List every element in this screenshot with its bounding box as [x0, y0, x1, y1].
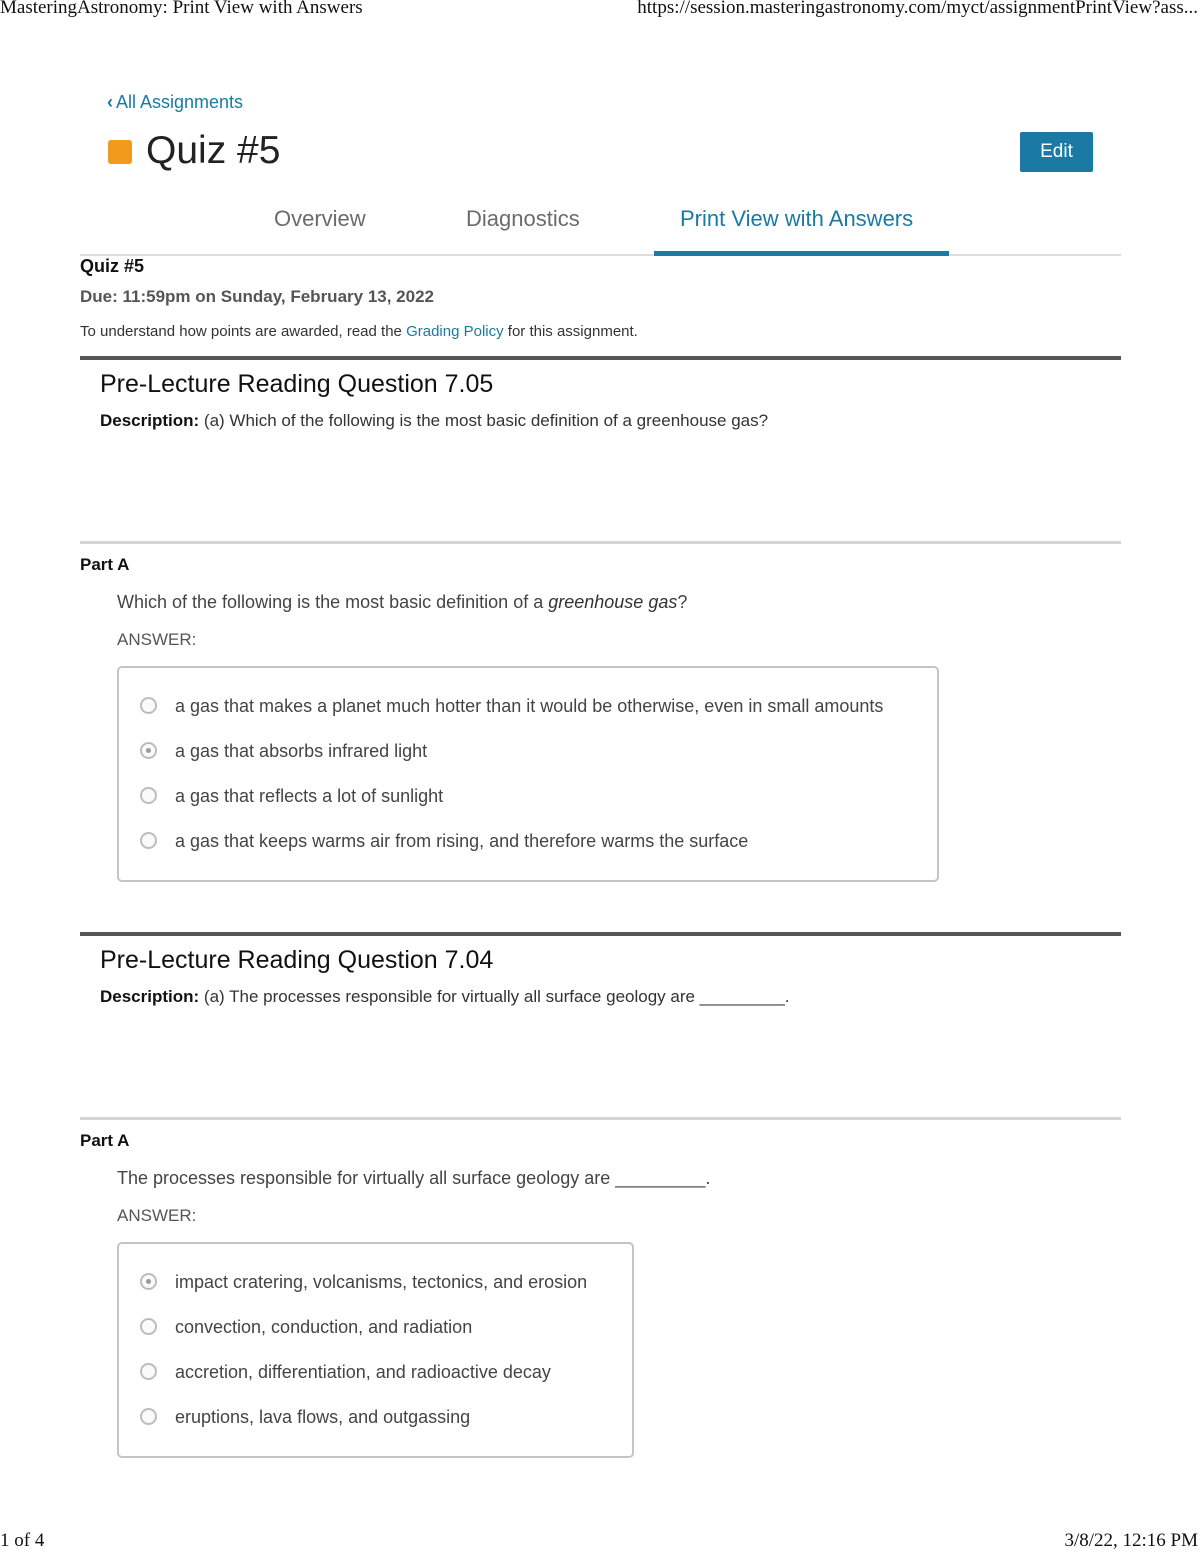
all-assignments-link[interactable]: [107, 92, 243, 113]
option-text: convection, conduction, and radiation: [175, 1317, 473, 1337]
answer-label: ANSWER:: [117, 1206, 197, 1225]
print-header-url: https://session.masteringastronomy.com/myct/assignmentPrintView?ass...: [637, 0, 1198, 18]
option-text: a gas that keeps warms air from rising, and therefore warms the surface: [175, 831, 749, 851]
prompt-emphasis: greenhouse gas: [548, 592, 678, 612]
option-text: eruptions, lava flows, and outgassing: [175, 1407, 471, 1427]
question-divider: [80, 932, 1121, 936]
part-divider: [80, 541, 1121, 544]
option-text: impact cratering, volcanisms, tectonics, and erosion: [175, 1272, 588, 1292]
answer-options-box: [117, 1242, 634, 1458]
radio-icon[interactable]: [140, 787, 157, 804]
tab-bar-divider: [80, 254, 1121, 256]
part-question: The processes responsible for virtually all surface geology are _________.: [117, 1168, 711, 1188]
prompt-suffix: ?: [677, 592, 688, 612]
radio-icon[interactable]: [140, 1363, 157, 1380]
active-tab-indicator: [654, 251, 949, 256]
assignment-name: Quiz #5: [80, 256, 145, 276]
tab-overview[interactable]: Overview: [274, 206, 366, 231]
radio-icon[interactable]: [140, 697, 157, 714]
print-footer: [0, 1530, 1200, 1554]
grading-policy-note: [80, 323, 638, 340]
question-divider: [80, 356, 1121, 360]
option-text: accretion, differentiation, and radioactive decay: [175, 1362, 551, 1382]
due-date: Due: 11:59pm on Sunday, February 13, 2022: [80, 287, 434, 306]
question-description: [100, 411, 768, 431]
question-description: [100, 987, 790, 1007]
tab-print-view-with-answers[interactable]: Print View with Answers: [680, 206, 914, 231]
option-text: a gas that makes a planet much hotter than it would be otherwise, even in small amounts: [175, 696, 884, 716]
radio-selected-icon[interactable]: [140, 742, 157, 759]
answer-label: ANSWER:: [117, 630, 197, 649]
radio-icon[interactable]: [140, 1318, 157, 1335]
policy-suffix: for this assignment.: [507, 323, 638, 340]
policy-prefix: To understand how points are awarded, read the: [80, 323, 402, 340]
description-label: Description:: [100, 411, 200, 430]
description-label: Description:: [100, 987, 200, 1006]
print-timestamp: 3/8/22, 12:16 PM: [1064, 1530, 1198, 1551]
option-text: a gas that reflects a lot of sunlight: [175, 786, 444, 806]
option-text: a gas that absorbs infrared light: [175, 741, 428, 761]
quiz-status-icon: [108, 140, 132, 164]
chevron-left-icon: ‹: [107, 92, 113, 112]
radio-icon[interactable]: [140, 832, 157, 849]
part-label: Part A: [80, 555, 130, 574]
tab-diagnostics[interactable]: Diagnostics: [466, 206, 580, 231]
page-title: Quiz #5: [146, 129, 281, 172]
question-title: Pre-Lecture Reading Question 7.05: [100, 370, 494, 398]
tab-bar: [80, 200, 1121, 257]
part-question: [117, 592, 687, 613]
all-assignments-label: All Assignments: [116, 92, 244, 112]
question-title: Pre-Lecture Reading Question 7.04: [100, 946, 494, 974]
answer-options-box: [117, 666, 939, 882]
radio-selected-icon[interactable]: [140, 1273, 157, 1290]
description-text: (a) The processes responsible for virtually all surface geology are _________.: [203, 987, 790, 1006]
description-text: (a) Which of the following is the most basic definition of a greenhouse gas?: [203, 411, 769, 430]
print-header: [0, 0, 1200, 21]
part-label: Part A: [80, 1131, 130, 1150]
grading-policy-link[interactable]: Grading Policy: [406, 323, 504, 340]
edit-button[interactable]: Edit: [1020, 132, 1093, 172]
prompt-prefix: Which of the following is the most basic definition of a: [117, 592, 544, 612]
print-header-title: MasteringAstronomy: Print View with Answers: [0, 0, 363, 18]
part-divider: [80, 1117, 1121, 1120]
page-count: 1 of 4: [0, 1530, 45, 1551]
radio-icon[interactable]: [140, 1408, 157, 1425]
